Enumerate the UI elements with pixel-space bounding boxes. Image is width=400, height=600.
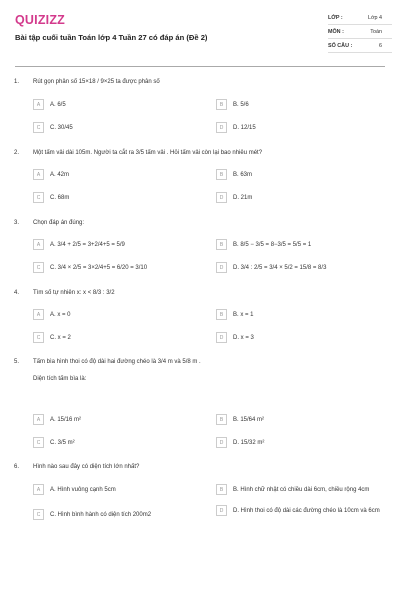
info-label: MÔN : — [328, 28, 344, 35]
option-4a[interactable] — [33, 309, 71, 320]
option-text: A. 42m — [50, 171, 70, 178]
option-4d[interactable] — [216, 332, 254, 343]
page-title: Bài tập cuối tuần Toán lớp 4 Tuần 27 có đáp án (Đề 2) — [15, 33, 208, 42]
option-6d[interactable] — [216, 505, 398, 516]
option-text: D. 15/32 m² — [233, 439, 265, 446]
option-text: A. 15/16 m² — [50, 416, 82, 423]
question-text: Tấm bìa hình thoi có độ dài hai đường chéo là 3/4 m và 5/8 m . — [33, 359, 201, 365]
option-text: A. 3/4 + 2/5 = 3+2/4+5 = 5/9 — [50, 241, 125, 248]
question-text: Một tấm vải dài 105m. Người ta cắt ra 3/5 tấm vải . Hỏi tấm vải còn lại bao nhiêu mét? — [33, 150, 263, 156]
option-text: D. 21m — [233, 194, 253, 201]
option-letter-box: B — [216, 309, 227, 320]
option-letter-box: C — [33, 262, 44, 273]
option-letter-box: A — [33, 239, 44, 250]
option-1d[interactable] — [216, 122, 256, 133]
info-value: Toán — [370, 28, 382, 35]
option-letter-box: B — [216, 99, 227, 110]
option-5b[interactable] — [216, 414, 264, 425]
option-letter-box: D — [216, 332, 227, 343]
option-letter-box: C — [33, 437, 44, 448]
option-letter-box: B — [216, 239, 227, 250]
info-value: 6 — [379, 42, 382, 49]
option-letter-box: D — [216, 192, 227, 203]
option-3c[interactable] — [33, 262, 147, 273]
option-text: D. Hình thoi có độ dài các đường chéo là 10cm và 6cm — [233, 507, 380, 514]
option-letter-box: A — [33, 309, 44, 320]
option-1a[interactable] — [33, 99, 66, 110]
option-3d[interactable] — [216, 262, 326, 273]
option-2d[interactable] — [216, 192, 252, 203]
option-text: B. 63m — [233, 171, 253, 178]
option-2b[interactable] — [216, 169, 252, 180]
option-letter-box: D — [216, 262, 227, 273]
option-text: B. 15/64 m² — [233, 416, 265, 423]
info-label: SỐ CÂU : — [328, 42, 353, 49]
option-letter-box: D — [216, 437, 227, 448]
option-3b[interactable] — [216, 239, 311, 250]
option-6c[interactable] — [33, 509, 151, 520]
option-letter-box: C — [33, 122, 44, 133]
option-text: C. 30/45 — [50, 124, 73, 131]
option-text: B. 8/5 − 3/5 = 8−3/5 = 5/5 = 1 — [233, 241, 312, 248]
question-subtext: Diện tích tấm bìa là: — [33, 376, 87, 382]
question-number: 3. — [14, 220, 20, 226]
question-text: Chọn đáp án đúng: — [33, 220, 85, 226]
option-letter-box: D — [216, 505, 227, 516]
option-text: C. x = 2 — [50, 334, 71, 341]
option-letter-box: B — [216, 484, 227, 495]
question-text: Tìm số tự nhiên x: x < 8/3 : 3/2 — [33, 290, 115, 296]
header-divider — [15, 66, 385, 67]
option-2c[interactable] — [33, 192, 69, 203]
option-letter-box: C — [33, 332, 44, 343]
option-text: A. x = 0 — [50, 311, 71, 318]
option-text: D. 3/4 : 2/5 = 3/4 × 5/2 = 15/8 = 8/3 — [233, 264, 327, 271]
option-text: C. Hình bình hành có diện tích 200m2 — [50, 511, 152, 518]
option-4b[interactable] — [216, 309, 254, 320]
option-5d[interactable] — [216, 437, 264, 448]
question-text: Rút gọn phân số 15×18 / 9×25 ta được phân số — [33, 79, 160, 85]
option-text: B. 5/6 — [233, 101, 249, 108]
info-row-class — [328, 11, 392, 25]
question-number: 5. — [14, 359, 20, 365]
info-row-count — [328, 39, 392, 53]
option-text: D. 12/15 — [233, 124, 256, 131]
option-letter-box: D — [216, 122, 227, 133]
option-text: B. x = 1 — [233, 311, 254, 318]
info-label: LỚP : — [328, 14, 343, 21]
option-text: C. 68m — [50, 194, 70, 201]
info-panel — [328, 11, 392, 53]
option-text: D. x = 3 — [233, 334, 254, 341]
option-1c[interactable] — [33, 122, 73, 133]
option-2a[interactable] — [33, 169, 69, 180]
question-number: 2. — [14, 150, 20, 156]
option-text: A. 6/5 — [50, 101, 66, 108]
option-6a[interactable] — [33, 484, 116, 495]
option-letter-box: C — [33, 509, 44, 520]
option-letter-box: B — [216, 414, 227, 425]
question-text: Hình nào sau đây có diện tích lớn nhất? — [33, 464, 140, 470]
quizizz-logo: QUIZIZZ — [15, 13, 66, 27]
question-number: 6. — [14, 464, 20, 470]
info-row-subject — [328, 25, 392, 39]
info-value: Lớp 4 — [367, 14, 382, 21]
option-5a[interactable] — [33, 414, 81, 425]
option-5c[interactable] — [33, 437, 75, 448]
option-letter-box: C — [33, 192, 44, 203]
option-letter-box: A — [33, 99, 44, 110]
option-4c[interactable] — [33, 332, 71, 343]
option-letter-box: A — [33, 414, 44, 425]
option-text: B. Hình chữ nhật có chiều dài 6cm, chiều rộng 4cm — [233, 486, 370, 493]
option-text: C. 3/5 m² — [50, 439, 75, 446]
option-text: A. Hình vuông cạnh 5cm — [50, 486, 116, 493]
option-letter-box: B — [216, 169, 227, 180]
option-letter-box: A — [33, 169, 44, 180]
question-number: 4. — [14, 290, 20, 296]
option-1b[interactable] — [216, 99, 249, 110]
question-number: 1. — [14, 79, 20, 85]
option-text: C. 3/4 × 2/5 = 3×2/4+5 = 6/20 = 3/10 — [50, 264, 148, 271]
option-letter-box: A — [33, 484, 44, 495]
option-6b[interactable] — [216, 484, 369, 495]
option-3a[interactable] — [33, 239, 125, 250]
